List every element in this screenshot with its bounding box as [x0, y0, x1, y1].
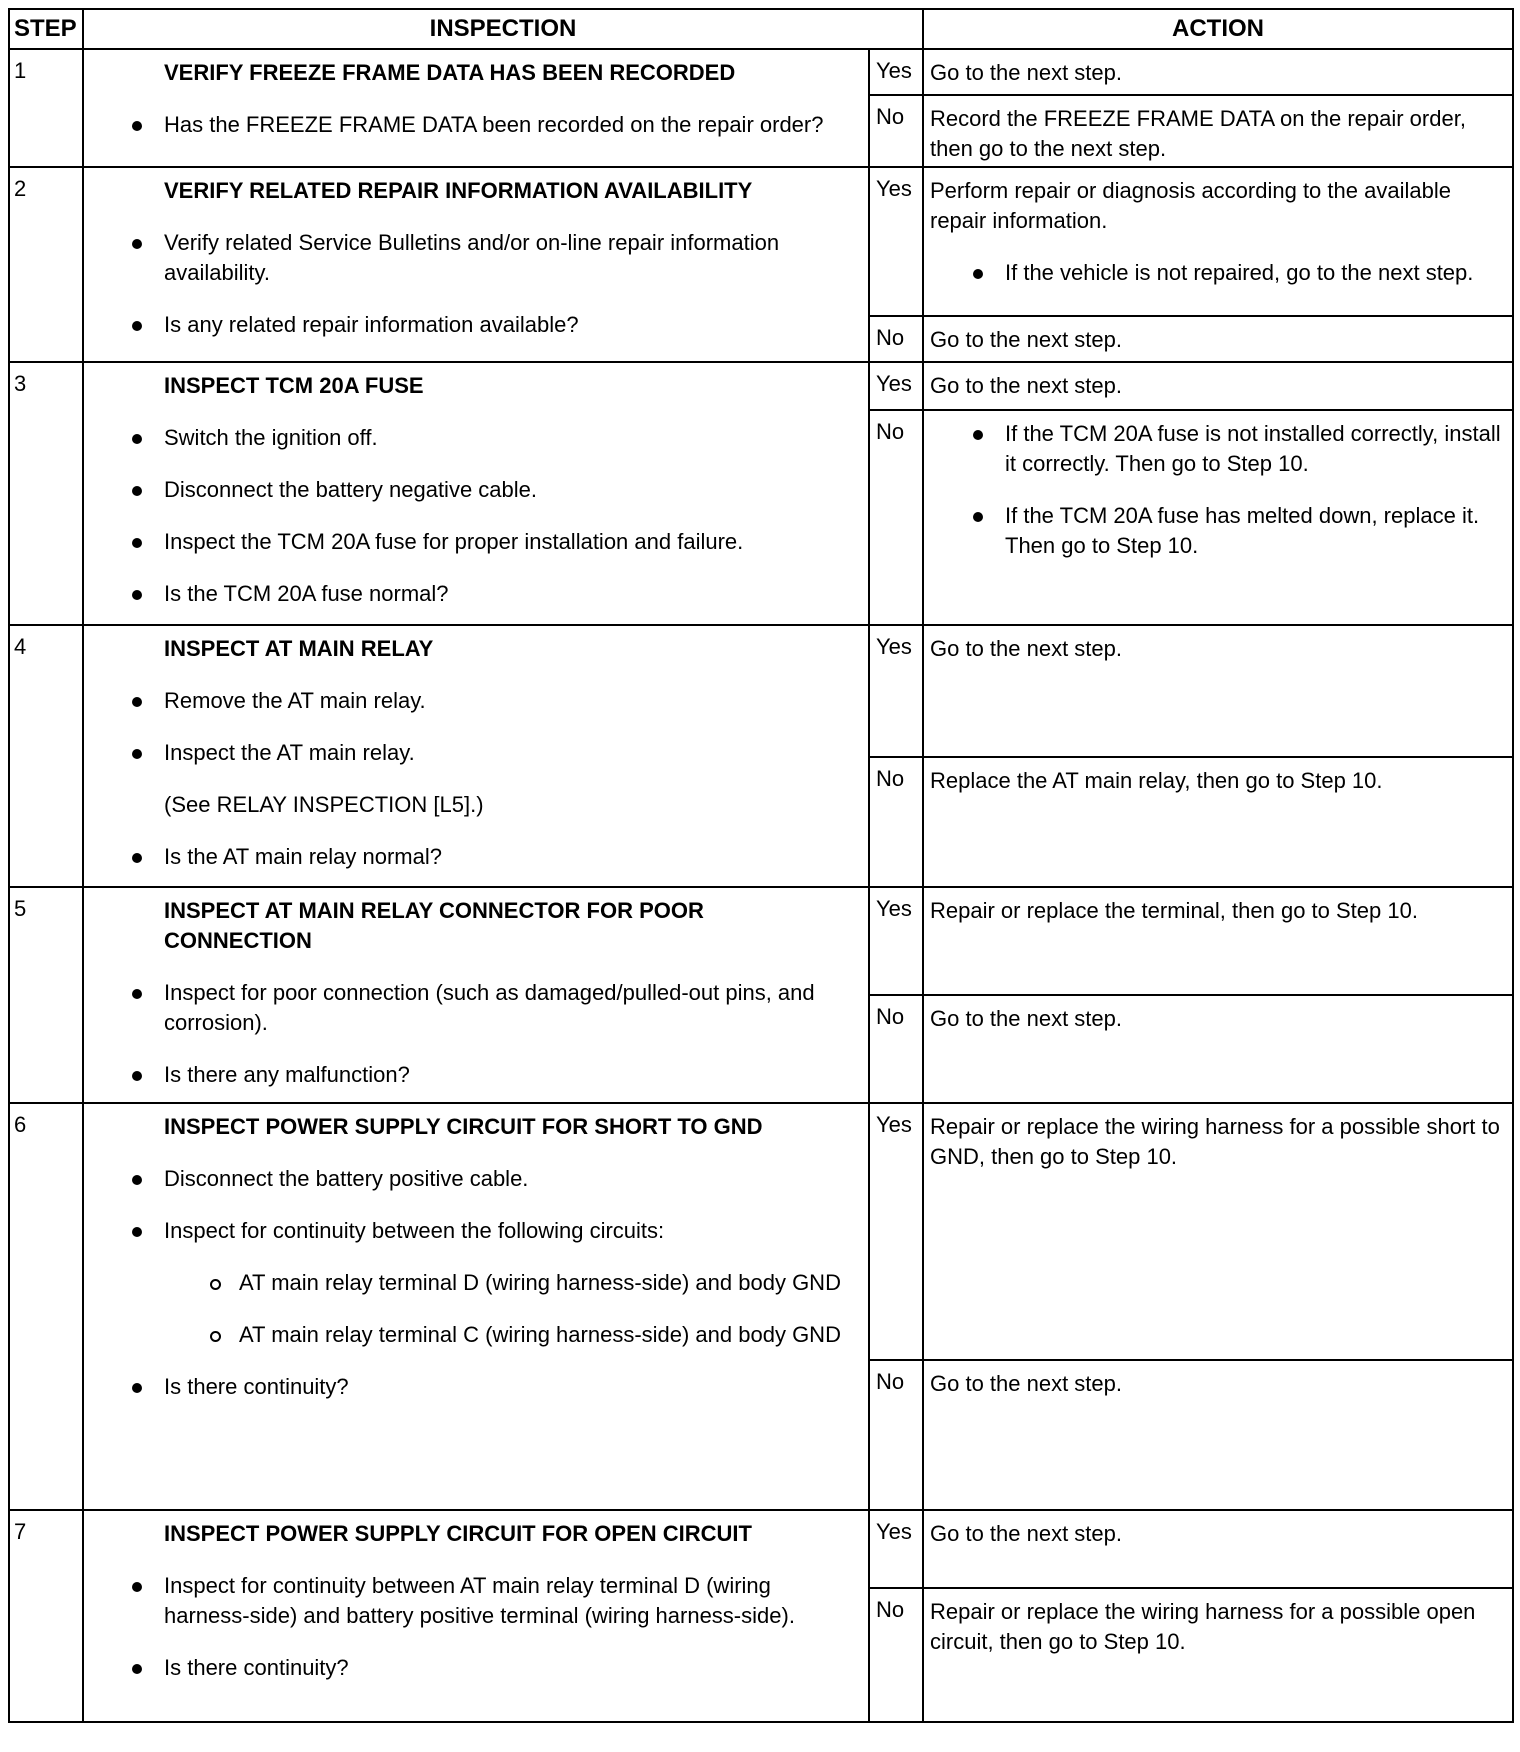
inspection-item: Verify related Service Bulletins and/or on-line repair information availability. [164, 228, 854, 288]
inspection-item: Disconnect the battery positive cable. [164, 1164, 854, 1194]
step-number: 1 [9, 49, 83, 167]
step-row [9, 887, 1513, 995]
step-inspection [83, 1103, 869, 1510]
yes-label: Yes [869, 887, 923, 995]
no-action-cell [923, 410, 1513, 625]
inspection-item: Inspect the AT main relay. [164, 738, 854, 768]
yes-action: Repair or replace the terminal, then go to Step 10. [923, 887, 1513, 995]
step-title: INSPECT AT MAIN RELAY [164, 636, 434, 661]
step-row [9, 49, 1513, 95]
inspection-item: Disconnect the battery negative cable. [164, 475, 854, 505]
inspection-item: Remove the AT main relay. [164, 686, 854, 716]
inspection-item: Is the AT main relay normal? [164, 842, 854, 872]
action-bullet: If the vehicle is not repaired, go to the next step. [1005, 258, 1504, 288]
no-label: No [869, 95, 923, 167]
no-action: Go to the next step. [923, 995, 1513, 1103]
yes-action: Repair or replace the wiring harness for a possible short to GND, then go to Step 10. [923, 1103, 1513, 1360]
step-inspection [83, 887, 869, 1103]
step-title: INSPECT AT MAIN RELAY CONNECTOR FOR POOR CONNECTION [164, 898, 704, 953]
header-inspection: INSPECTION [83, 9, 923, 49]
inspection-item: Inspect for continuity between AT main relay terminal D (wiring harness-side) and battery positive terminal (wiring harness-side). [164, 1571, 854, 1631]
header-step: STEP [9, 9, 83, 49]
no-action: Record the FREEZE FRAME DATA on the repair order, then go to the next step. [923, 95, 1513, 167]
yes-action: Go to the next step. [923, 625, 1513, 757]
inspection-item: Switch the ignition off. [164, 423, 854, 453]
yes-label: Yes [869, 1103, 923, 1360]
yes-action: Go to the next step. [923, 362, 1513, 410]
yes-label: Yes [869, 49, 923, 95]
header-row [9, 9, 1513, 49]
yes-label: Yes [869, 362, 923, 410]
no-label: No [869, 995, 923, 1103]
step-row [9, 625, 1513, 757]
yes-action: Perform repair or diagnosis according to the available repair information. [930, 178, 1451, 233]
step-inspection [83, 362, 869, 625]
no-action: Go to the next step. [923, 316, 1513, 362]
step-title: VERIFY RELATED REPAIR INFORMATION AVAILABILITY [164, 178, 753, 203]
yes-action-cell [923, 167, 1513, 316]
no-action: Go to the next step. [923, 1360, 1513, 1510]
header-action: ACTION [923, 9, 1513, 49]
inspection-note: (See RELAY INSPECTION [L5].) [164, 792, 484, 817]
step-title: INSPECT TCM 20A FUSE [164, 373, 424, 398]
inspection-table [8, 8, 1514, 1723]
no-action: Repair or replace the wiring harness for a possible open circuit, then go to Step 10. [923, 1588, 1513, 1722]
yes-label: Yes [869, 167, 923, 316]
yes-label: Yes [869, 1510, 923, 1588]
inspection-item: Is there continuity? [164, 1372, 854, 1402]
no-label: No [869, 1360, 923, 1510]
step-number: 4 [9, 625, 83, 887]
inspection-item: Has the FREEZE FRAME DATA been recorded on the repair order? [164, 110, 854, 140]
action-bullet: If the TCM 20A fuse has melted down, replace it. Then go to Step 10. [1005, 501, 1504, 561]
inspection-subitem: AT main relay terminal C (wiring harness-side) and body GND [239, 1320, 854, 1350]
no-label: No [869, 410, 923, 625]
step-inspection [83, 1510, 869, 1722]
step-number: 3 [9, 362, 83, 625]
inspection-subitem: AT main relay terminal D (wiring harness-side) and body GND [239, 1268, 854, 1298]
step-inspection [83, 49, 869, 167]
no-label: No [869, 757, 923, 887]
step-row [9, 1103, 1513, 1360]
no-label: No [869, 1588, 923, 1722]
step-title: INSPECT POWER SUPPLY CIRCUIT FOR OPEN CIRCUIT [164, 1521, 752, 1546]
inspection-item: Inspect for poor connection (such as damaged/pulled-out pins, and corrosion). [164, 978, 854, 1038]
step-title: VERIFY FREEZE FRAME DATA HAS BEEN RECORDED [164, 60, 736, 85]
step-row [9, 1510, 1513, 1588]
yes-action: Go to the next step. [923, 1510, 1513, 1588]
yes-label: Yes [869, 625, 923, 757]
inspection-item: Is there continuity? [164, 1653, 854, 1683]
step-number: 5 [9, 887, 83, 1103]
step-row [9, 362, 1513, 410]
step-number: 2 [9, 167, 83, 362]
inspection-item: Inspect the TCM 20A fuse for proper installation and failure. [164, 527, 854, 557]
step-inspection [83, 167, 869, 362]
inspection-item: Is any related repair information available? [164, 310, 854, 340]
step-number: 6 [9, 1103, 83, 1510]
step-title: INSPECT POWER SUPPLY CIRCUIT FOR SHORT TO GND [164, 1114, 763, 1139]
action-bullet: If the TCM 20A fuse is not installed correctly, install it correctly. Then go to Step 10. [1005, 419, 1504, 479]
step-row [9, 167, 1513, 316]
inspection-item: Is there any malfunction? [164, 1060, 854, 1090]
step-inspection [83, 625, 869, 887]
inspection-item: Is the TCM 20A fuse normal? [164, 579, 854, 609]
no-label: No [869, 316, 923, 362]
inspection-item: Inspect for continuity between the following circuits: [164, 1216, 854, 1246]
no-action: Replace the AT main relay, then go to Step 10. [923, 757, 1513, 887]
yes-action: Go to the next step. [923, 49, 1513, 95]
step-number: 7 [9, 1510, 83, 1722]
